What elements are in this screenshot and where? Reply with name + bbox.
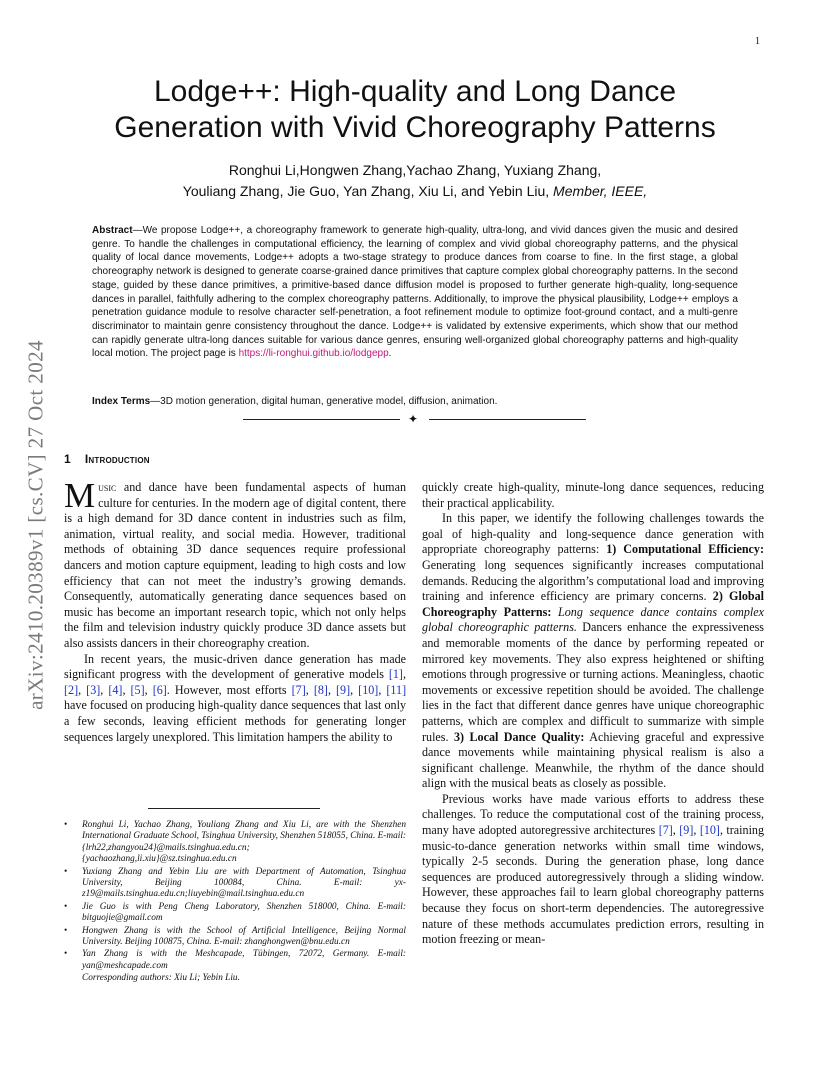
index-terms [92,395,738,408]
bullet-icon: • [64,925,68,936]
page-number: 1 [755,36,760,47]
arxiv-id: arXiv:2410.20389v1 [cs.CV] 27 Oct 2024 [23,340,48,710]
challenge-3-label: 3) Local Dance Quality: [453,729,585,744]
title-line-2: Generation with Vivid Choreography Patterns [114,111,716,144]
author-list [60,160,770,202]
challenges-paragraph [422,511,764,792]
footnote-text: Ronghui Li, Yachao Zhang, Youliang Zhang and Xiu Li, are with the Shenzhen International Graduate School, Tsinghua University, Shenzhen 518055, China. E-mail: {lrh22,zhangyou24}@mails.tsinghua.edu.cn; {yachaozhang,li.xiu}@sz.tsinghua.edu.cn [82,820,406,865]
footnote-text: Yan Zhang is with the Meshcapade, Tübingen, 72072, Germany. E-mail: yan@meshcapade.com [82,949,406,971]
divider-diamond-icon: ✦ [408,412,419,426]
section-number: 1 [64,452,71,466]
divider-line-right [429,419,586,420]
paper-title [60,74,770,146]
para-text: Previous works have made various efforts to address these challenges. To reduce the computational cost of the training process, many have adopted autoregressive architectures [422,791,764,838]
citation-link[interactable]: [4] [108,682,123,697]
section-heading [64,452,150,466]
abstract-text: —We propose Lodge++, a choreography framework to generate high-quality, ultra-long, and vivid dances given the music and desired genre. To handle the challenges in computational efficiency, the learning of complex and vivid global choreography patterns, and the physical quality of local dance movements, Lodge++ adopts a two-stage strategy to produce dances from coarse to fine. In the first stage, a global choreography network is designed to generate coarse-grained dance primitives that capture complex global choreography patterns. In the second stage, guided by these dance primitives, a primitive-based dance diffusion model is proposed to further generate high-quality, long-sequence dances in parallel, faithfully adhering to the complex choreography patterns. Additionally, to improve the physical plausibility, Lodge++ employs a penetration guidance module to resolve character self-penetration, a foot refinement module to optimize foot-ground contact, and a multi-genre discriminator to maintain genre consistency throughout the dance. Lodge++ is validated by extensive experiments, which show that our method can rapidly generate ultra-long dances suitable for various dance genres, ensuring well-organized global choreography patterns and high-quality local motion. The project page is [92,225,738,360]
footnote-text: Hongwen Zhang is with the School of Artificial Intelligence, Beijing Normal University. Beijing 100875, China. E-mail: zhanghongwen@bnu.edu.cn [82,925,406,948]
para-text: have focused on producing high-quality dance sequences that last only a few seconds, leaving efficient methods for generating longer sequences largely unexplored. This limitation hampers the ability to [64,698,406,744]
para-text: In this paper, we identify the following challenges towards the goal of high-quality and long-sequence dance generation with appropriate choreography patterns: [422,511,764,557]
intro-paragraph-1 [64,476,406,652]
citation-link[interactable]: [5] [130,682,145,697]
previous-works-paragraph: Previous works have made various efforts to address these challenges. To reduce the computational cost of the training process, many have adopted autoregressive architectures [7], [9], [10], training music-to-dance generation networks within small time windows, typically 2-5 seconds. During the generation phase, long dance sequences are produced autoregressively through a sliding window. However, these approaches fail to learn global choreography patterns because they focus on short-term dependencies. The autoregressive nature of these methods accumulates prediction errors, resulting in motion freezing or mean- [422,791,765,947]
index-terms-label: Index Terms [92,396,151,407]
citation-link[interactable]: [10] [358,682,379,697]
citation-link[interactable]: [3] [86,682,101,697]
intro-text: and dance have been fundamental aspects of human culture for centuries. In the modern age of digital content, there is a high demand for 3D dance content in industries such as film, animation, virtual reality, and social media. However, traditional methods of obtaining 3D dance sequences require professional dancers and motion capture equipment, leading to high costs and low efficiency that can not meet the industry’s growing demands. Consequently, automatically generating dance sequences based on music has become an important research topic, which not only helps the film and television industry quickly produce 3D dance assets but also assists dancers in their choreography creation. [64,480,406,650]
challenge-2-emphasis: Long sequence dance contains complex global choreographic patterns. [422,604,764,635]
title-line-1: Lodge++: High-quality and Long Dance [153,75,677,108]
citation-link[interactable]: [7] [658,823,673,838]
para-text: Generating long sequences significantly increases computational demands. Reducing the algorithm’s computational load and improving training and inference efficiency are primary concerns. [422,557,764,604]
footnote-text: Jie Guo is with Peng Cheng Laboratory, Shenzhen 518000, China. E-mail: bitguojie@gmail.com [82,901,406,924]
challenge-1-label: 1) Computational Efficiency: [606,542,764,557]
abstract-end: . [388,348,392,360]
bullet-icon: • [64,949,68,960]
project-page-link[interactable]: https://li-ronghui.github.io/lodgepp [238,348,389,360]
citation-link[interactable]: [7] [291,682,306,697]
section-divider [243,412,586,426]
citation-link[interactable]: [2] [64,682,79,697]
right-column [422,480,764,948]
citation-link[interactable]: [9] [336,682,351,697]
footnote-item [64,926,406,949]
authors-member: Member, IEEE, [553,183,648,199]
authors-line-1: Ronghui Li,Hongwen Zhang,Yachao Zhang, Yuxiang Zhang, [228,162,602,178]
para-text: , training music-to-dance generation networks within small time windows, typically 2-5 seconds. During the generation phase, long dance sequences are produced autoregressively through a sliding window. However, these approaches fail to learn global choreography patterns because they focus on short-term dependencies. The autoregressive nature of these methods accumulates prediction errors, resulting in motion freezing or mean- [422,823,765,947]
footnotes [64,820,406,985]
citation-link[interactable]: [6] [152,682,167,697]
left-column [64,476,407,745]
citation-link[interactable]: [8] [313,682,328,697]
para-text: In recent years, the music-driven dance generation has made significant progress with the development of generative models [64,651,406,682]
citation-link[interactable]: [1] [388,667,403,682]
footnote-item [64,867,406,901]
intro-paragraph-2: In recent years, the music-driven dance generation has made significant progress with the development of generative models [1], [2], [3], [4], [5], [6]. However, most efforts [7], [8], [9], [10], [11] have focused on producing high-quality dance sequences that last only a few seconds, leaving efficient methods for generating longer sequences largely unexplored. This limitation hampers the ability to [64,651,407,744]
bullet-icon: • [64,820,68,830]
corresponding-authors: Corresponding authors: Xiu Li; Yebin Liu. [82,973,240,984]
intro-smallcaps: usic [98,480,117,494]
challenge-2-label: 2) Global Choreography Patterns: [422,589,765,619]
drop-cap: M [64,476,96,515]
abstract [92,224,738,361]
divider-line-left [243,419,400,420]
para-text: Dancers enhance the expressiveness and memorable moments of the dance by performing repeated or mirrored key movements. They also express heightened or shifting emotions through progressive or turning actions. Meaningless, chaotic movements or excessive repetition should be avoided. The challenge lies in the fact that different dance genres have unique choreographic patterns, which are complex and difficult to summarize with simple rules. [422,620,764,744]
citation-link[interactable]: [11] [386,682,407,697]
authors-line-2: Youliang Zhang, Jie Guo, Yan Zhang, Xiu Li, and Yebin Liu, [182,183,550,199]
abstract-label: Abstract [92,225,133,236]
right-paragraph-1: quickly create high-quality, minute-long dance sequences, reducing their practical applicability. [422,480,764,510]
footnote-rule [148,808,320,809]
footnote-item [64,820,406,866]
section-title: Introduction [84,452,150,466]
para-text: . However, most efforts [166,682,292,697]
citation-link[interactable]: [9] [679,823,694,838]
index-terms-text: —3D motion generation, digital human, generative model, diffusion, animation. [150,396,498,407]
bullet-icon: • [64,866,68,877]
citation-link[interactable]: [10] [699,823,720,838]
footnote-text: Yuxiang Zhang and Yebin Liu are with Department of Automation, Tsinghua University, Beijing 100084, China. E-mail: yx-z19@mails.tsinghua.edu.cn;liuyebin@mail.tsinghua.edu.cn [82,866,406,900]
footnote-item [64,949,406,972]
footnote-item [64,902,406,925]
para-text: Achieving graceful and expressive dance movements while maintaining physical realism is also a significant challenge. Meanwhile, the rhythm of the dance should align with the musical beats as closely as possible. [422,729,765,791]
bullet-icon: • [64,901,68,912]
